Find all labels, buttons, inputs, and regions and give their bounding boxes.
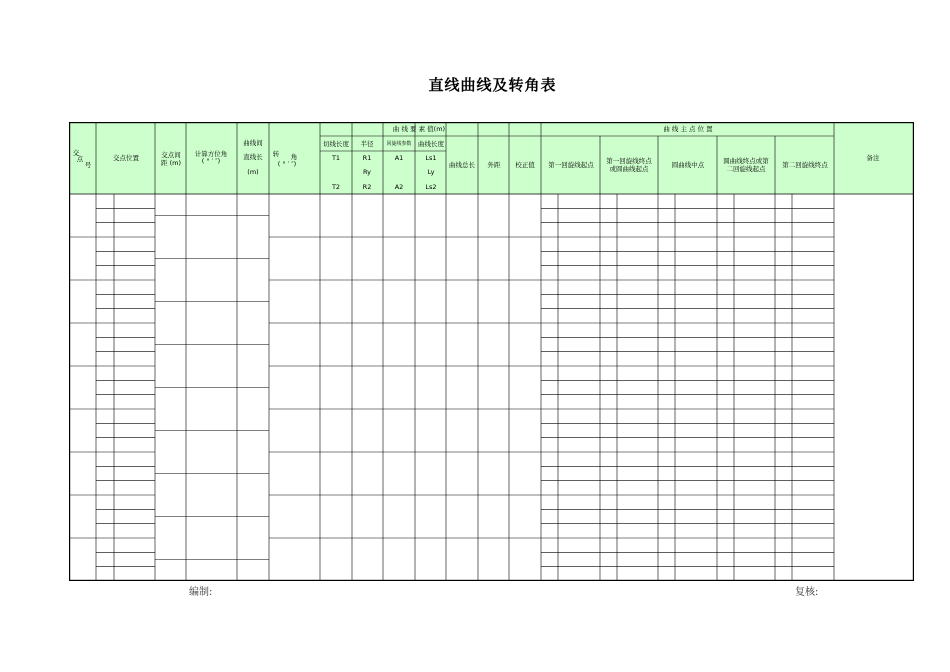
hdr-a2: A2 — [394, 183, 404, 191]
hdr-ls1: Ls1 — [425, 154, 437, 162]
hdr-r1: R1 — [362, 154, 372, 162]
hdr-tangent-2: 直线长 — [243, 153, 263, 161]
hdr-jd-dist-1: 交点间 — [161, 151, 181, 159]
footer-checked: 复核: — [795, 587, 819, 598]
hdr-ls2: Ls2 — [425, 183, 437, 191]
hdr-tangent-1: 曲线间 — [243, 139, 263, 147]
hdr-p1: 第一回旋线起点 — [548, 161, 594, 169]
hdr-t1: T1 — [331, 154, 341, 162]
hdr-azimuth-1: 计算方位角 — [194, 150, 228, 158]
page-title: 直线曲线及转角表 — [428, 76, 557, 94]
hdr-p3: 圆曲线中点 — [671, 161, 705, 169]
hdr-p4-1: 圆曲线终点或第 — [723, 157, 769, 165]
hdr-jd-no-1: 交 — [72, 149, 80, 157]
hdr-main-points: 曲 线 主 点 位 置 — [663, 125, 713, 133]
hdr-jd-pos: 交点位置 — [113, 154, 139, 162]
hdr-ry: Ry — [362, 168, 372, 176]
hdr-p2-1: 第一回旋线终点 — [606, 157, 652, 165]
hdr-correction: 校正值 — [515, 161, 535, 169]
hdr-jd-no-3: 号 — [84, 161, 92, 169]
hdr-t2: T2 — [331, 183, 341, 191]
hdr-curve-len: 曲线长度 — [418, 140, 444, 148]
hdr-jd-no-2: 点 — [76, 155, 84, 163]
hdr-p2-2: 或圆曲线起点 — [609, 165, 649, 173]
header-background — [69, 122, 914, 194]
hdr-azimuth-2: ( ° ′ ″) — [201, 157, 221, 165]
hdr-turn-1: 转 — [272, 150, 280, 158]
hdr-spiral-param: 回旋线参数 — [386, 141, 412, 147]
hdr-turn-2: 角 — [290, 153, 298, 161]
hdr-turn-3: ( ° ′ ″) — [277, 160, 297, 168]
hdr-tangent-3: (m) — [247, 168, 259, 176]
hdr-total-len: 曲线总长 — [449, 161, 475, 169]
curve-table — [69, 122, 914, 581]
hdr-jd-dist-2: 距 (m) — [161, 159, 181, 167]
hdr-p4-2: 二回旋线起点 — [726, 165, 766, 173]
table-grid — [69, 122, 914, 581]
hdr-t-len: 切线长度 — [323, 140, 349, 148]
hdr-radius: 半径 — [360, 140, 374, 148]
hdr-external: 外距 — [487, 161, 501, 169]
hdr-r2: R2 — [362, 183, 372, 191]
hdr-ly: Ly — [427, 168, 435, 176]
hdr-remarks: 备注 — [866, 154, 880, 162]
hdr-curve-elements: 曲 线 要 素 值(m) — [392, 125, 446, 133]
footer-compiled: 编制: — [189, 587, 213, 598]
hdr-a1: A1 — [394, 154, 404, 162]
hdr-p5: 第二回旋线终点 — [782, 161, 828, 169]
